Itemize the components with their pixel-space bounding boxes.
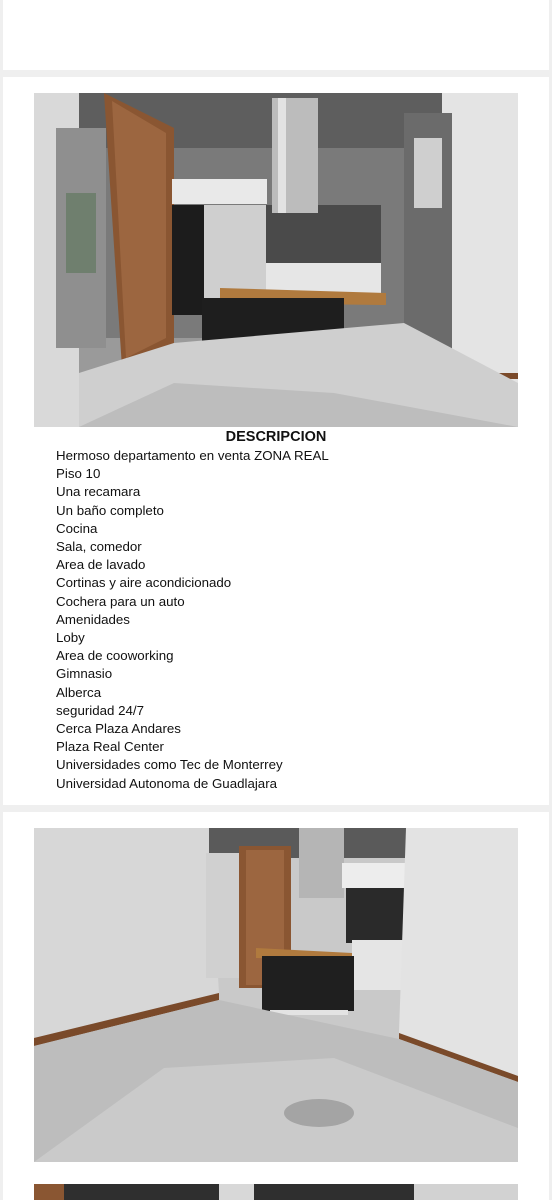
description-line: Una recamara	[56, 484, 141, 500]
kitchen-island-photo[interactable]	[34, 93, 518, 427]
description-line: Gimnasio	[56, 666, 113, 682]
previous-post-card	[3, 0, 549, 70]
description-line: Area de lavado	[56, 557, 146, 573]
description-list	[56, 447, 329, 793]
description-line: Loby	[56, 630, 85, 646]
description-line: Universidad Autonoma de Guadlajara	[56, 775, 278, 791]
description-line: Alberca	[56, 684, 102, 700]
description-line: Cocina	[56, 520, 98, 536]
living-room-photo[interactable]	[34, 828, 518, 1162]
photos-post-card	[3, 812, 549, 1200]
description-heading: DESCRIPCION	[225, 429, 327, 445]
description-line: Plaza Real Center	[56, 739, 164, 755]
description-line: Cochera para un auto	[56, 593, 185, 609]
description-line: Piso 10	[56, 466, 101, 482]
next-photo-partial[interactable]	[34, 1184, 518, 1200]
description-line: seguridad 24/7	[56, 702, 144, 718]
description-line: Amenidades	[56, 611, 130, 627]
description-line: Cerca Plaza Andares	[56, 721, 181, 737]
description-line: Area de cooworking	[56, 648, 174, 664]
description-line: Universidades como Tec de Monterrey	[56, 757, 283, 773]
description-line: Cortinas y aire acondicionado	[56, 575, 232, 591]
description-line: Hermoso departamento en venta ZONA REAL	[56, 448, 329, 463]
description-line: Un baño completo	[56, 502, 164, 518]
description-line: Sala, comedor	[56, 539, 142, 555]
listing-post-card	[3, 77, 549, 805]
